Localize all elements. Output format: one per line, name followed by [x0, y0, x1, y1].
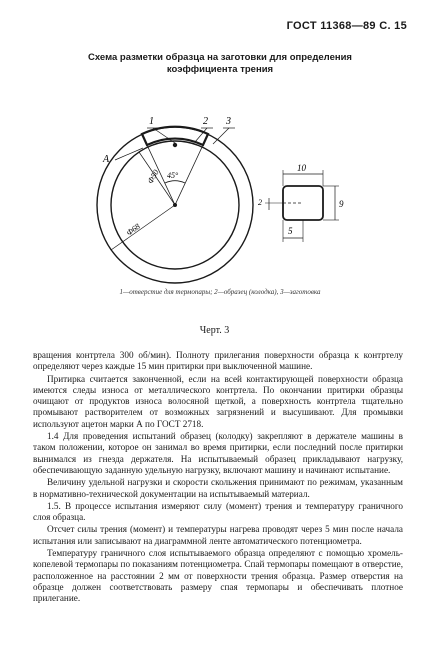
thermocouple-hole — [173, 143, 177, 147]
figure-number: Черт. 3 — [199, 325, 230, 336]
page-header: ГОСТ 11368—89 С. 15 — [286, 20, 407, 32]
paragraph-5: 1.5. В процессе испытания измеряют силу (момент) трения и температуру граничного слоя образца. — [33, 500, 403, 523]
angle-arc — [165, 181, 185, 183]
label-dim-9: 9 — [339, 199, 344, 209]
paragraph-4: Величину удельной нагрузки и скорости скольжения принимают по режимам, указанным в нормативно-технической документации на испытываемый материал. — [33, 477, 403, 499]
paragraph-2: Притирка считается законченной, если на всей контактирующей поверхности образца имеются следы износа от металлического контртела. По окончании притирки образцы очищают от продуктов износа волосяной щеткой, а поверхность контртела тщательно промывают растворителем от возможных загрязнений и высушивают. Для промывки используют ацетон марки А по ГОСТ 2718. — [33, 373, 403, 429]
paragraph-1: вращения контртела 300 об/мин). Полноту прилегания поверхности образца к контртелу определяют через каждые 15 мин притирки при выключенной машине. — [33, 350, 403, 372]
label-1: 1 — [149, 116, 154, 127]
label-dim-5: 5 — [288, 226, 293, 236]
scheme-title-line1: Схема разметки образца на заготовки для определения — [88, 52, 352, 63]
ring-drawing — [95, 110, 265, 290]
label-2: 2 — [203, 116, 208, 127]
label-d50: Ф50 — [145, 168, 161, 186]
scheme-title-line2: коэффициента трения — [166, 64, 274, 75]
paragraph-6: Отсчет силы трения (момент) и температуры нагрева проводят через 5 мин после начала испытания или записывают на диаграммной ленте автоматического потенциометра. — [33, 524, 403, 546]
sample-block-drawing — [255, 162, 350, 252]
label-3: 3 — [226, 116, 231, 127]
label-angle-45: 45° — [167, 171, 179, 180]
scheme-title — [60, 52, 380, 76]
body-text — [33, 350, 403, 606]
paragraph-7: Температуру граничного слоя испытываемого образца определяют с помощью хромель-копелевой термопары по показаниям потенциометра. Спай термопары помещают в отверстие, расположенное на расстоянии 2 мм от поверхности трения образца. Размер отверстия на образце должен соответствовать размеру спая термопары и обеспечивать плотное прилегание. — [33, 548, 403, 604]
radial-line-right — [175, 145, 203, 205]
paragraph-3: 1.4 Для проведения испытаний образец (колодку) закрепляют в держателе машины в таком положении, которое он занимал во время притирки, если последний после притирки вынимался из гнезда держателя. На испытываемый образец прикладывают нагрузку, обеспечивающую заданную удельную нагрузку, включают машину и начинают испытание. — [33, 431, 403, 475]
label-dim-10: 10 — [297, 163, 306, 173]
dim-line-d68 — [111, 205, 175, 250]
sample-block-section — [142, 127, 208, 145]
figure-caption: 1—отверстие для термопары; 2—образец (колодка), 3—заготовка — [119, 288, 321, 296]
label-d68: Ф68 — [124, 221, 142, 238]
label-dim-2: 2 — [258, 198, 262, 207]
label-a: A — [103, 154, 110, 165]
